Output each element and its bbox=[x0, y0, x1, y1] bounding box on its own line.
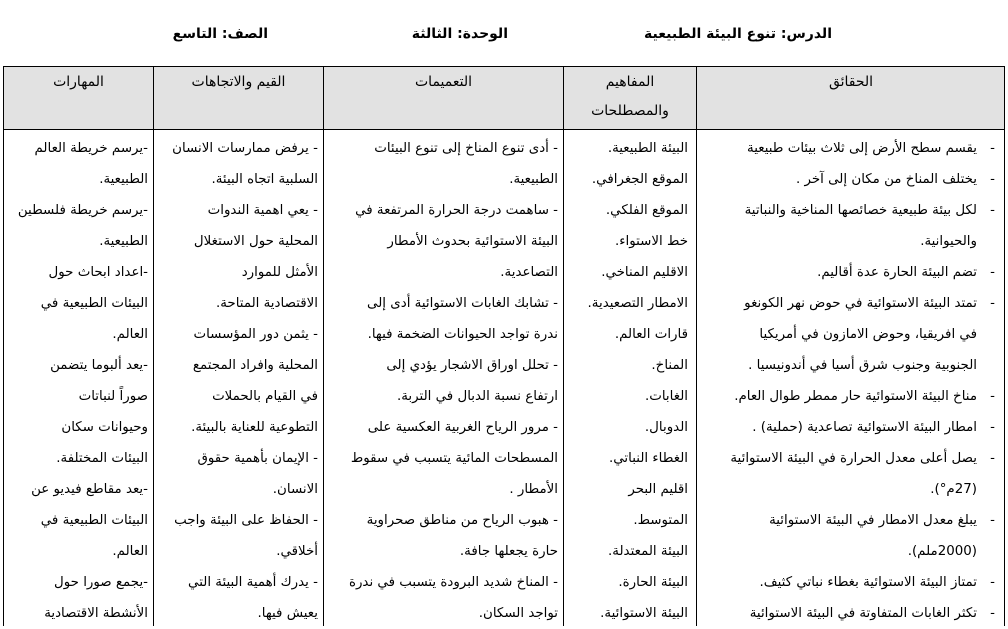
facts-line: -امطار البيئة الاستوائية تصاعدية (حملية) . bbox=[705, 412, 995, 443]
skills-line: الأنشطة الاقتصادية bbox=[44, 606, 148, 621]
bullet-dash: - bbox=[990, 420, 995, 435]
concepts-line: الغطاء النباتي. bbox=[609, 451, 688, 466]
values-cell bbox=[160, 133, 318, 629]
generalizations-line: - تشابك الغابات الاستوائية أدى إلى bbox=[367, 296, 558, 311]
values-line: السلبية اتجاه البيئة. bbox=[211, 172, 318, 187]
facts-line: -تكثر الغابات المتفاوتة في البيئة الاستوائية bbox=[705, 598, 995, 629]
header-facts: الحقائق bbox=[828, 74, 874, 90]
concepts-line: اقليم البحر bbox=[628, 482, 688, 497]
generalizations-line: المسطحات المائية يتسبب في سقوط bbox=[350, 451, 558, 466]
header-concepts: المفاهيم والمصطلحات bbox=[591, 74, 669, 119]
column-divider bbox=[153, 66, 154, 626]
column-divider bbox=[696, 66, 697, 626]
facts-line: -مناخ البيئة الاستوائية حار ممطر طوال العام. bbox=[705, 381, 995, 412]
values-line: في القيام بالحملات bbox=[212, 389, 318, 404]
concepts-line: البيئة الحارة. bbox=[618, 575, 688, 590]
concepts-line: البيئة الطبيعية. bbox=[607, 141, 688, 156]
bullet-dash: - bbox=[990, 513, 995, 528]
concepts-line: خط الاستواء. bbox=[614, 234, 688, 249]
values-line: يعيش فيها. bbox=[257, 606, 318, 621]
values-line: - الإيمان بأهمية حقوق bbox=[197, 451, 318, 466]
facts-line: (2000ملم). bbox=[907, 544, 977, 559]
generalizations-cell bbox=[330, 133, 558, 629]
facts-line: -يختلف المناخ من مكان إلى آخر . bbox=[705, 164, 995, 195]
facts-line: -يقسم سطح الأرض إلى ثلاث بيئات طبيعية bbox=[705, 133, 995, 164]
concepts-line: المناخ. bbox=[651, 358, 688, 373]
skills-line: العالم. bbox=[112, 544, 148, 559]
bullet-dash: - bbox=[990, 575, 995, 590]
generalizations-line: - المناخ شديد البرودة يتسبب في ندرة bbox=[348, 575, 558, 590]
bullet-dash: - bbox=[990, 389, 995, 404]
values-line: - يدرك أهمية البيئة التي bbox=[188, 575, 318, 590]
generalizations-line: تواجد السكان. bbox=[478, 606, 558, 621]
generalizations-line: ارتفاع نسبة الدبال في التربة. bbox=[397, 389, 558, 404]
concepts-line: الموقع الفلكي. bbox=[605, 203, 688, 218]
skills-line: -اعداد ابحاث حول bbox=[48, 265, 148, 280]
column-divider bbox=[563, 66, 564, 626]
skills-line: العالم. bbox=[112, 327, 148, 342]
values-line: - الحفاظ على البيئة واجب bbox=[174, 513, 318, 528]
facts-line: -يصل أعلى معدل الحرارة في البيئة الاستوائية bbox=[705, 443, 995, 474]
grade-title: الصف: التاسع bbox=[172, 26, 268, 42]
concepts-line: الموقع الجغرافي. bbox=[591, 172, 688, 187]
column-divider bbox=[323, 66, 324, 626]
concepts-line: الدوبال. bbox=[644, 420, 688, 435]
lesson-title: الدرس: تنوع البيئة الطبيعية bbox=[644, 26, 832, 42]
skills-line: الطبيعية. bbox=[99, 234, 148, 249]
generalizations-line: البيئة الاستوائية بحدوث الأمطار bbox=[387, 234, 558, 249]
values-line: - يثمن دور المؤسسات bbox=[193, 327, 318, 342]
generalizations-line: حارة يجعلها جافة. bbox=[459, 544, 558, 559]
facts-line: (27م°). bbox=[930, 482, 977, 497]
lesson-header bbox=[0, 26, 1008, 54]
concepts-line: البيئة الاستوائية. bbox=[600, 606, 688, 621]
bullet-dash: - bbox=[990, 141, 995, 156]
concepts-cell bbox=[570, 133, 688, 629]
facts-line: -تمتد البيئة الاستوائية في حوض نهر الكونغو bbox=[705, 288, 995, 319]
skills-line: -يرسم خريطة العالم bbox=[34, 141, 148, 156]
concepts-line: المتوسط. bbox=[633, 513, 688, 528]
skills-line: الطبيعية. bbox=[99, 172, 148, 187]
skills-line: البيئات المختلفة. bbox=[56, 451, 148, 466]
skills-line: وحيوانات سكان bbox=[61, 420, 148, 435]
bullet-dash: - bbox=[990, 203, 995, 218]
generalizations-line: ندرة تواجد الحيوانات الضخمة فيها. bbox=[367, 327, 558, 342]
concepts-line: البيئة المعتدلة. bbox=[608, 544, 688, 559]
skills-line: -يرسم خريطة فلسطين bbox=[17, 203, 148, 218]
skills-cell bbox=[10, 133, 148, 629]
generalizations-line: - هبوب الرياح من مناطق صحراوية bbox=[366, 513, 558, 528]
facts-line: في افريقيا، وحوض الامازون في أمريكيا bbox=[759, 327, 977, 342]
skills-line: -يعد مقاطع فيديو عن bbox=[31, 482, 148, 497]
values-line: - يعي اهمية الندوات bbox=[207, 203, 318, 218]
generalizations-line: الأمطار . bbox=[509, 482, 558, 497]
values-line: الاقتصادية المتاحة. bbox=[216, 296, 318, 311]
facts-cell bbox=[705, 133, 995, 629]
values-line: أخلاقي. bbox=[276, 544, 318, 559]
header-generalizations: التعميمات bbox=[415, 74, 472, 90]
facts-line: -يبلغ معدل الامطار في البيئة الاستوائية bbox=[705, 505, 995, 536]
bullet-dash: - bbox=[990, 172, 995, 187]
skills-line: -يعد ألبوما يتضمن bbox=[50, 358, 148, 373]
unit-title: الوحدة: الثالثة bbox=[411, 26, 508, 42]
facts-line: -تمتاز البيئة الاستوائية بغطاء نباتي كثيف. bbox=[705, 567, 995, 598]
values-line: الانسان. bbox=[272, 482, 318, 497]
bullet-dash: - bbox=[990, 296, 995, 311]
generalizations-line: - أدى تنوع المناخ إلى تنوع البيئات bbox=[374, 141, 558, 156]
facts-line: والحيوانية. bbox=[920, 234, 977, 249]
skills-line: البيئات الطبيعية في bbox=[40, 513, 148, 528]
header-skills: المهارات bbox=[53, 74, 104, 90]
facts-line: -تضم البيئة الحارة عدة أقاليم. bbox=[705, 257, 995, 288]
generalizations-line: - ساهمت درجة الحرارة المرتفعة في bbox=[355, 203, 558, 218]
header-values: القيم والاتجاهات bbox=[191, 74, 286, 90]
bullet-dash: - bbox=[990, 265, 995, 280]
generalizations-line: - مرور الرياح الغربية العكسية على bbox=[367, 420, 558, 435]
values-line: التطوعية للعناية بالبيئة. bbox=[191, 420, 318, 435]
generalizations-line: التصاعدية. bbox=[500, 265, 558, 280]
concepts-line: قارات العالم. bbox=[614, 327, 688, 342]
values-line: - يرفض ممارسات الانسان bbox=[172, 141, 318, 156]
skills-line: البيئات الطبيعية في bbox=[40, 296, 148, 311]
bullet-dash: - bbox=[990, 451, 995, 466]
generalizations-line: - تحلل اوراق الاشجار يؤدي إلى bbox=[386, 358, 558, 373]
concepts-line: الغابات. bbox=[644, 389, 688, 404]
concepts-line: الاقليم المناخي. bbox=[601, 265, 688, 280]
values-line: المحلية حول الاستغلال bbox=[193, 234, 318, 249]
values-line: الأمثل للموارد bbox=[241, 265, 318, 280]
skills-line: صوراً لنباتات bbox=[78, 389, 148, 404]
generalizations-line: الطبيعية. bbox=[509, 172, 558, 187]
facts-line: -لكل بيئة طبيعية خصائصها المناخية والنباتية bbox=[705, 195, 995, 226]
skills-line: -يجمع صورا حول bbox=[54, 575, 148, 590]
concepts-line: الامطار التصعيدية. bbox=[587, 296, 688, 311]
bullet-dash: - bbox=[990, 606, 995, 621]
values-line: المحلية وافراد المجتمع bbox=[192, 358, 318, 373]
facts-line: الجنوبية وجنوب شرق أسيا في أندونيسيا . bbox=[748, 358, 977, 373]
